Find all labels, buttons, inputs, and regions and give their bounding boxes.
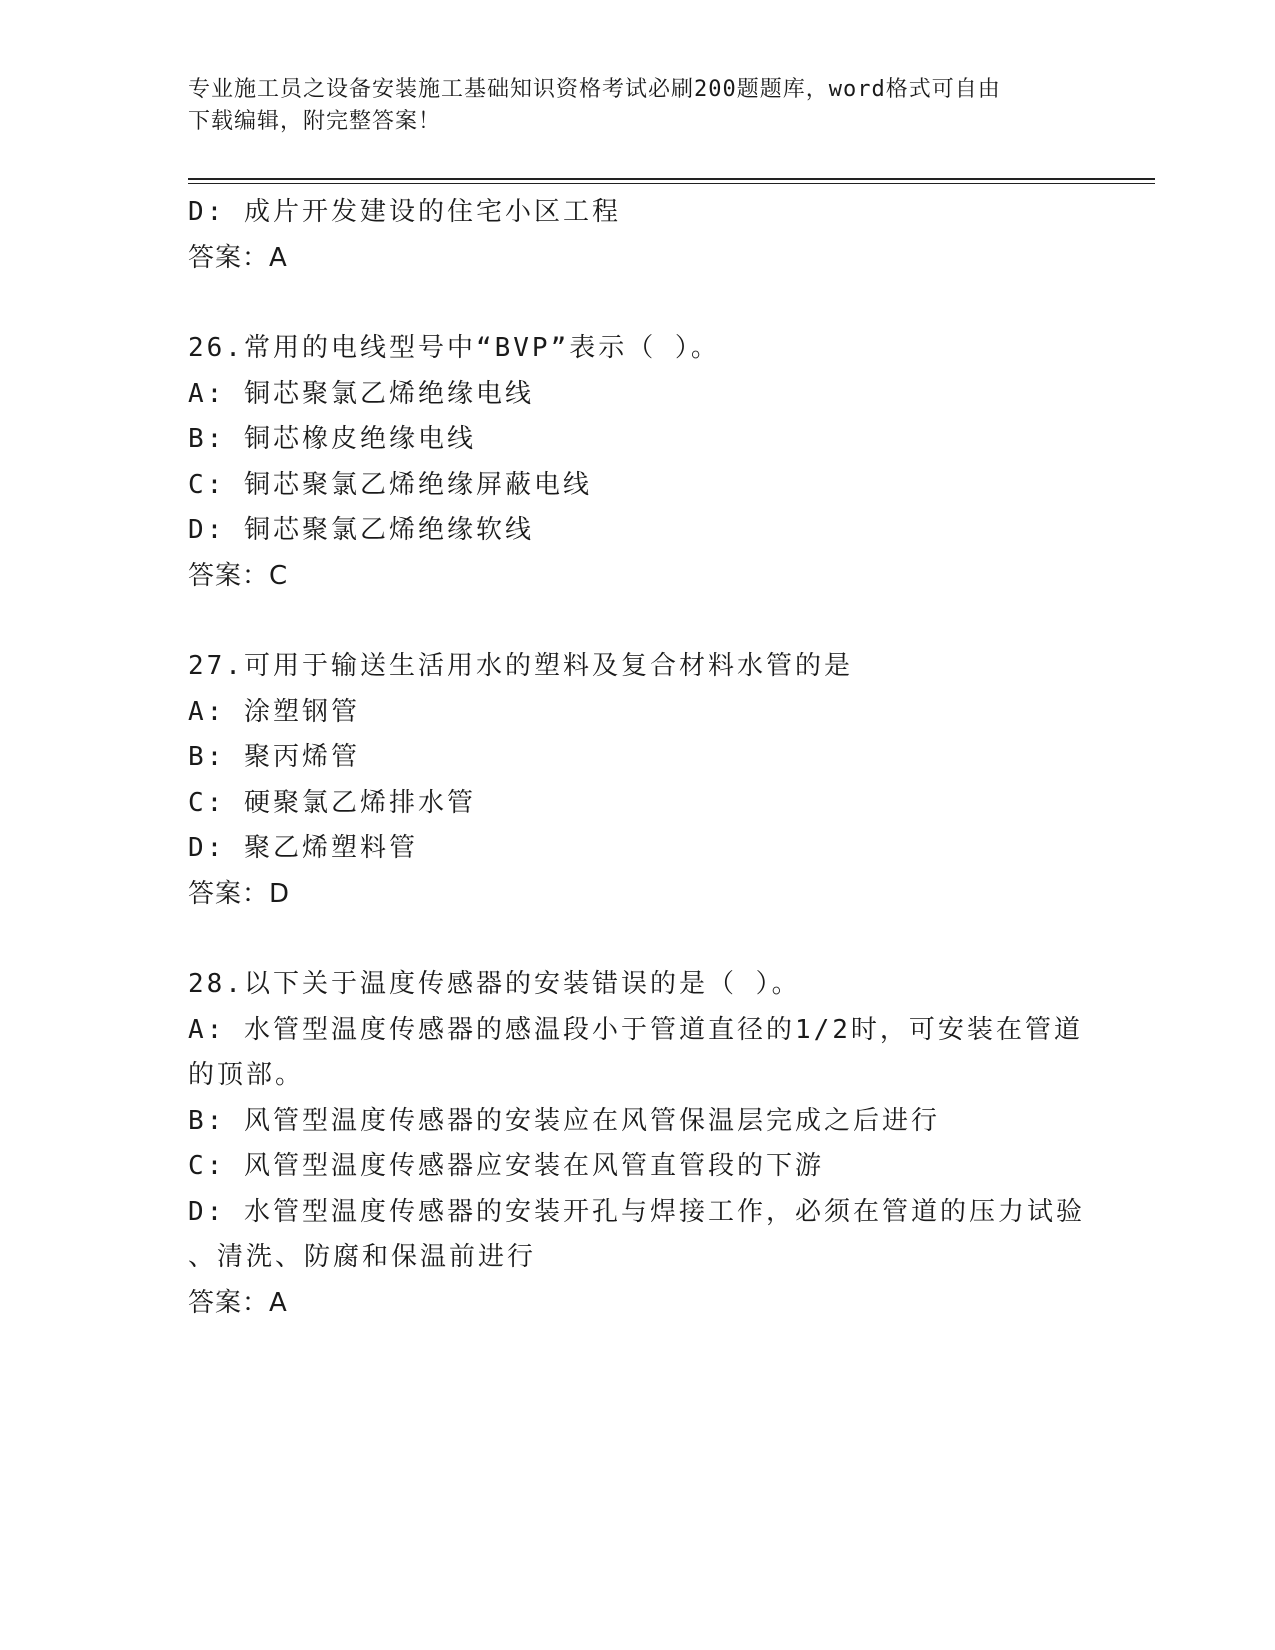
question-stem: 26.常用的电线型号中“BVP”表示（ ）。 bbox=[188, 333, 720, 363]
option-a: A: 铜芯聚氯乙烯绝缘电线 bbox=[188, 378, 534, 409]
option-d: D: 水管型温度传感器的安装开孔与焊接工作，必须在管道的压力试验 bbox=[188, 1196, 1085, 1227]
header-title-line-1: 专业施工员之设备安装施工基础知识资格考试必刷200题题库，word格式可自由 bbox=[188, 77, 1001, 102]
option-a: A: 水管型温度传感器的感温段小于管道直径的1/2时，可安装在管道 bbox=[188, 1014, 1083, 1045]
header-title-line-2: 下载编辑，附完整答案！ bbox=[188, 109, 442, 134]
option-c: C: 铜芯聚氯乙烯绝缘屏蔽电线 bbox=[188, 469, 592, 500]
answer-line: 答案：D bbox=[188, 878, 291, 909]
question-26 bbox=[188, 326, 1088, 599]
question-27 bbox=[188, 644, 1088, 917]
option-b: B: 铜芯橡皮绝缘电线 bbox=[188, 424, 476, 454]
option-c: C: 硬聚氯乙烯排水管 bbox=[188, 787, 476, 818]
question-stem: 28.以下关于温度传感器的安装错误的是（ ）。 bbox=[188, 969, 801, 999]
option-c: C: 风管型温度传感器应安装在风管直管段的下游 bbox=[188, 1151, 824, 1181]
answer-line: 答案：C bbox=[188, 560, 289, 591]
question-28 bbox=[188, 962, 1088, 1326]
option-b: B: 聚丙烯管 bbox=[188, 742, 360, 772]
option-d: D: 铜芯聚氯乙烯绝缘软线 bbox=[188, 515, 534, 545]
answer-line: 答案：A bbox=[188, 242, 288, 273]
option-d: D: 成片开发建设的住宅小区工程 bbox=[188, 197, 621, 227]
option-b: B: 风管型温度传感器的安装应在风管保温层完成之后进行 bbox=[188, 1105, 940, 1136]
option-a: A: 涂塑钢管 bbox=[188, 696, 360, 727]
question-list bbox=[188, 190, 1088, 1326]
document-header bbox=[188, 74, 1068, 138]
header-divider-thick bbox=[188, 178, 1155, 180]
option-d-continuation: 、清洗、防腐和保温前进行 bbox=[188, 1242, 537, 1272]
option-a-continuation: 的顶部。 bbox=[188, 1060, 305, 1090]
header-divider-thin bbox=[188, 183, 1155, 184]
option-d: D: 聚乙烯塑料管 bbox=[188, 833, 418, 863]
question-stem: 27.可用于输送生活用水的塑料及复合材料水管的是 bbox=[188, 651, 853, 681]
answer-line: 答案：A bbox=[188, 1287, 288, 1318]
